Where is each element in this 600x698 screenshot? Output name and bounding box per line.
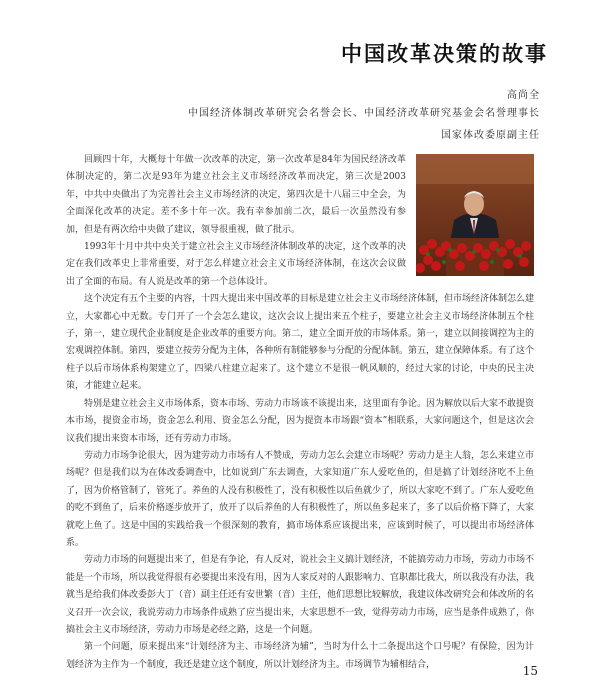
- author-affiliation-2: 国家体改委原副主任: [441, 130, 540, 141]
- paragraph: 回顾四十年，大概每十年做一次改革的决定，第一次改革是84年为国民经济改革体制决定的，第二次是93年为建立社会主义市场经济改革而决定，第三次是2003年，中共中央做出了为完善社会主义市场经济的决定，第四次是十八届三中全会，为全面深化改革的决定。差不多十年一次。我有幸参加前二次，最后一次虽然没有参加，但是有两次给中央做了建议，领导很重视，做了批示。: [66, 155, 406, 235]
- author-affiliation-1: 中国经济体制改革研究会名誉会长、中国经济改革研究基金会名誉理事长: [188, 108, 540, 119]
- paragraph: 1993年十月中共中央关于建立社会主义市场经济体制改革的决定，这个改革的决定在我们改革史上非常重要，对于怎么样建立社会主义市场经济体制，在这次会议做出了全面的布局。有人说是改革的第一个总体设计。: [66, 242, 406, 287]
- paragraph: 劳动力市场争论很大，因为建劳动力市场有人不赞成，劳动力怎么会建立市场呢？劳动力是主人翁，怎么来建立市场呢？但是我们以为在体改委调查中，比如说到广东去调查，大家知道广东人爱吃鱼的，但是搞了计划经济吃不上鱼了，因为价格管制了，管死了。养鱼的人没有积极性了，没有积极性以后鱼就少了，所以大家吃不到了。广东人爱吃鱼的吃不到鱼了，后来价格逐步放开了，放开了以后养鱼的人有积极性了，所以鱼多起来了，多了以后价格下降了，大家就吃上鱼了。这是中国的实践给我一个很深刻的教育，搞市场体系应该提出来，应该到时候了，可以提出市场经济体系。: [66, 450, 535, 548]
- author-name: 高尚全: [507, 90, 540, 101]
- article-title: 中国改革决策的故事: [341, 42, 548, 66]
- paragraph: 第一个问题，原来提出来“计划经济为主、市场经济为辅”，当时为什么十二条提出这个口号呢？有保险，因为计划经济为主作为一个制度，我还是建立这个制度，所以计划经济为主。市场调节为辅相结合，: [66, 642, 534, 670]
- speaker-photo-illustration: [416, 154, 534, 276]
- article-body: [66, 152, 534, 674]
- paragraph: 劳动力市场的问题提出来了，但是有争论，有人反对，说社会主义搞计划经济，不能搞劳动力市场，劳动力市场不能是一个市场，所以我觉得很有必要提出来没有用，因为人家反对的人跟影响力、官职都比我大，所以我没有办法，我就当是给我们体改委彭大丁（音）副主任还有安世繁（音）主任，他们思想比较解放，我建议体改研究会和体改所的名义召开一次会议，我说劳动力市场条件成熟了应当提出来，大家思想不一致，觉得劳动力市场，应当是条件成熟了，你搞社会主义市场经济，劳动力市场是必经之路，这是一个问题。: [66, 555, 535, 635]
- speaker-photo: [416, 154, 534, 276]
- paragraph: 这个决定有五个主要的内容，十四大提出来中国改革的目标是建立社会主义市场经济体制，但市场经济体制怎么建立，大家都心中无数。专门开了一个会怎么建议，这次会议上提出来五个柱子，要建立社会主义市场经济体制五个柱子，第一，建立现代企业制度是企业改革的重要方向。第二，建立全面开放的市场体系。第一，建立以间接调控为主的宏观调控体制。第四，要建立按劳分配为主体，各种所有制能够参与分配的分配体制。第五，建立保障体系。有了这个柱子以后市场体系构架建立了，四梁八柱建立起来了。这个建立不是很一帆风顺的，经过大家的讨论，中央的民主决策，才能建立起来。: [66, 294, 535, 392]
- paragraph: 特别是建立社会主义市场体系，资本市场、劳动力市场该不该提出来，这里面有争论。因为解放以后大家不敢提资本市场，提资金市场，资金怎么利用、资金怎么分配，因为提资本市场跟“资本”相联系，大家问题这个，但是这次会议我们提出来资本市场，还有劳动力市场。: [66, 398, 535, 444]
- page-number: 15: [522, 664, 538, 678]
